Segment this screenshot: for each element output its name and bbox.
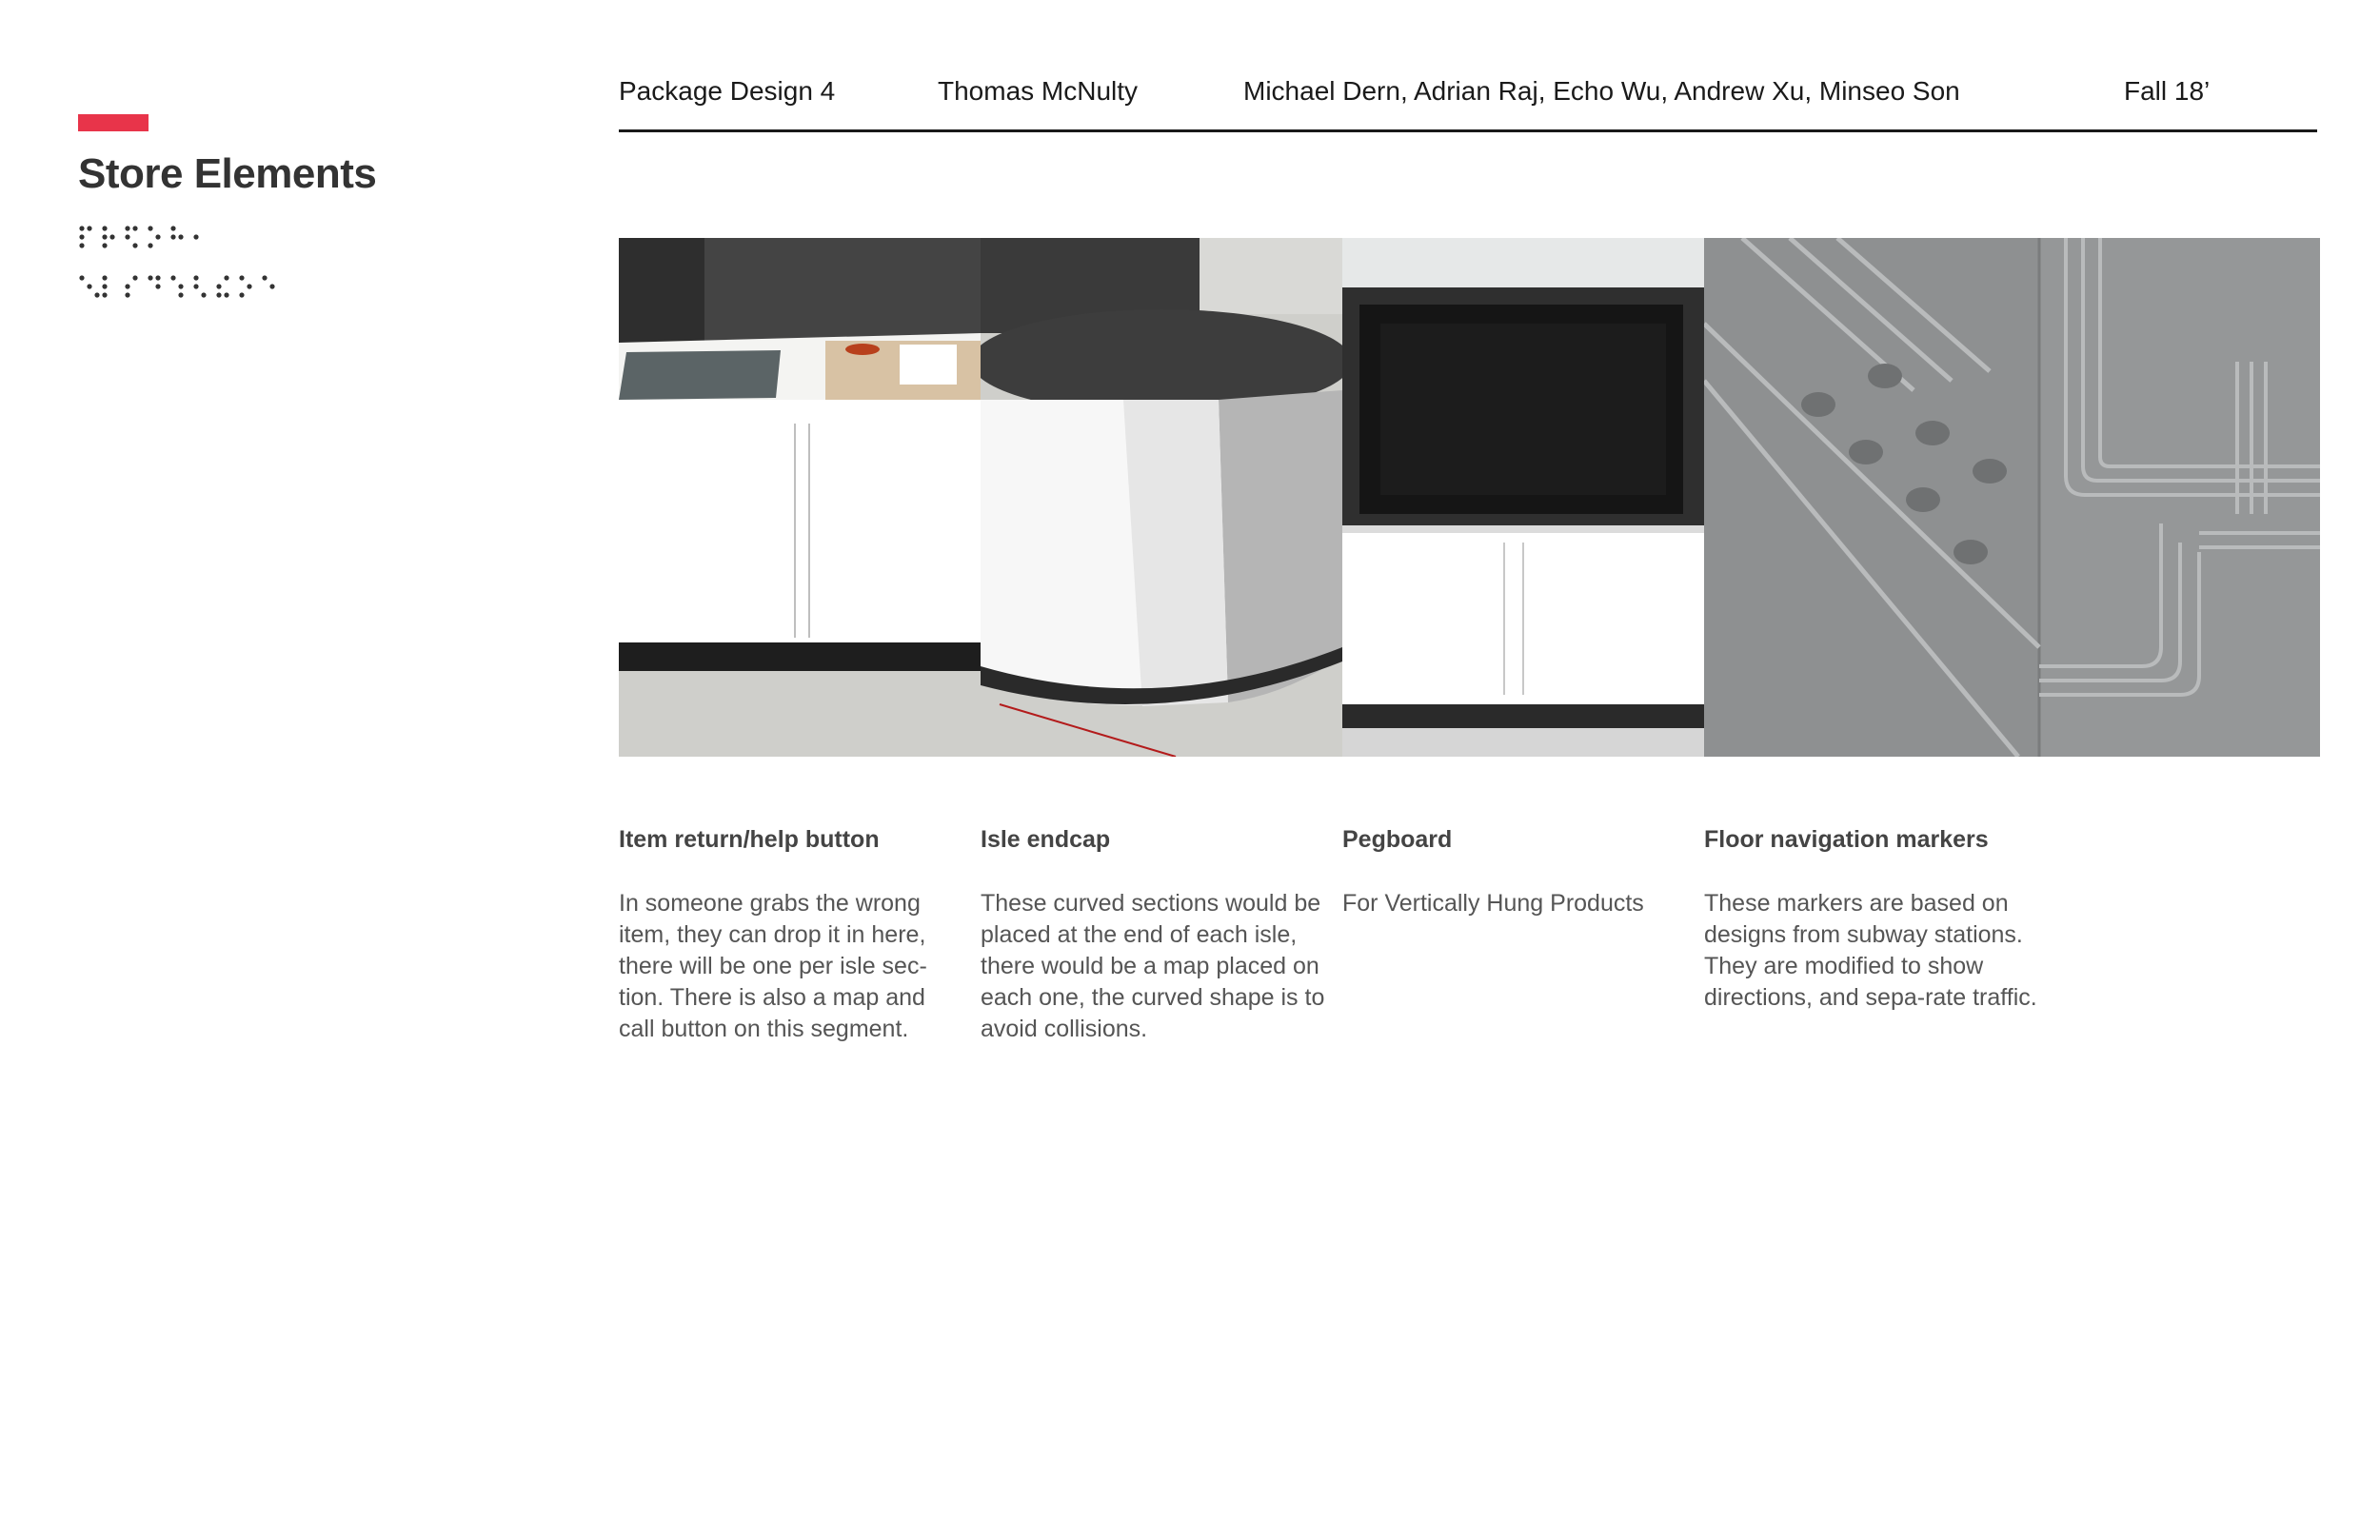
caption-floor-markers [1704, 826, 2052, 1014]
isle-endcap-render-icon [981, 238, 1342, 757]
pegboard-render-icon [1342, 238, 1704, 757]
accent-bar [78, 114, 149, 131]
caption-body: For Vertically Hung Products [1342, 890, 1644, 917]
caption-body: These markers are based on designs from subway stations. They are modified to show directions, and sepa-rate traffic. [1704, 890, 2037, 1011]
caption-heading: Item return/help button [619, 826, 880, 853]
caption-isle-endcap [981, 826, 1328, 1045]
header-bar [619, 72, 2317, 132]
caption-heading: Floor navigation markers [1704, 826, 1989, 853]
braille-line-2-icon [78, 274, 278, 304]
caption-pegboard [1342, 826, 1690, 919]
page-title: Store Elements [78, 150, 377, 197]
instructor-name: Thomas McNulty [938, 76, 1139, 106]
braille-line-1-icon [78, 225, 202, 254]
caption-heading: Pegboard [1342, 826, 1453, 853]
term-label: Fall 18’ [2124, 76, 2211, 106]
course-name: Package Design 4 [619, 76, 836, 106]
caption-heading: Isle endcap [981, 826, 1111, 853]
caption-body: These curved sections would be placed at the end of each isle, there would be a map placed on each one, the curved shape is to avoid collisions. [981, 890, 1325, 1042]
floor-markers-render-icon [1704, 238, 2320, 757]
caption-item-return [619, 826, 966, 1045]
item-return-render-icon [619, 238, 981, 757]
team-members: Michael Dern, Adrian Raj, Echo Wu, Andrew Xu, Minseo Son [1243, 76, 1960, 106]
caption-body: In someone grabs the wrong item, they can drop it in here, there will be one per isle sec-tion. There is also a map and call button on this segment. [619, 890, 927, 1042]
